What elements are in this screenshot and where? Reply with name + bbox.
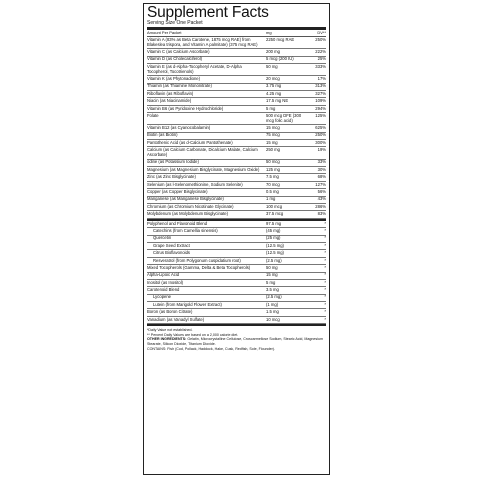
nutrient-name: Thiamin (as Thiamine Mononitrate) [147,83,212,89]
nutrient-row [147,113,326,125]
nutrient-name: Quercetin [153,235,172,241]
nutrient-amount: 5 mg [266,279,276,285]
nutrient-amount: 17.5 mg NE [266,98,289,104]
nutrient-amount: 4.25 mg [266,90,282,96]
nutrient-name: Citrus Bioflavonoids [153,250,191,256]
nutrient-dv: 333% [315,63,326,69]
nutrient-dv: 294% [315,105,326,111]
blend-row [147,273,326,280]
nutrient-row [147,211,326,218]
nutrient-row [147,37,326,49]
nutrient-name: Vitamin C (as Calcium Ascorbate) [147,48,210,54]
nutrient-name: Niacin (as Niacinamide) [147,98,192,104]
nutrient-amount: (2.5 mg) [266,294,282,300]
nutrient-name: Zinc (as Zinc Bisglycinate) [147,174,196,180]
footnote-daily-value: *Daily Value not established. [147,328,193,333]
nutrient-amount: (45 mg) [266,227,281,233]
nutrient-dv: 109% [315,98,326,104]
nutrient-dv: * [324,272,326,278]
nutrient-amount: (1 mg) [266,301,279,307]
nutrient-row [147,57,326,64]
supplement-facts-panel [143,3,330,475]
header-mg: mg [266,30,272,35]
nutrient-dv: * [324,220,326,226]
nutrient-row [147,98,326,105]
other-ingredients-label: OTHER INGREDIENTS: [147,337,187,342]
nutrient-name: Molybdenum (as Molybdenum Bisglycinate) [147,211,228,217]
blend-row [147,295,326,302]
nutrient-amount: 500 mcg DFE (300 mcg folic acid) [266,112,302,123]
blend-row [147,287,326,294]
nutrient-dv: * [324,294,326,300]
nutrient-amount: 5 mcg (200 IU) [266,56,294,62]
nutrient-dv: 127% [315,181,326,187]
header-amount-per-packet: Amount Per Packet [147,30,182,35]
nutrient-dv: * [324,309,326,315]
nutrient-name: Mixed Tocopherols (Gamma, Delta & Beta Tocopherols) [147,264,251,270]
nutrient-dv: * [324,264,326,270]
nutrient-amount: (12.5 mg) [266,250,284,256]
nutrient-name: Alpha-Lipoic Acid [147,272,180,278]
nutrient-name: Catechins (from Camellia sinensis) [153,227,218,233]
nutrient-amount: 10 mcg [266,316,280,322]
nutrient-row [147,133,326,140]
nutrient-name: Pantothenic Acid (as d-Calcium Pantothenate) [147,139,233,145]
nutrient-amount: 15 mcg [266,125,280,131]
nutrient-amount: 97.5 mg [266,220,282,226]
nutrient-dv: * [324,287,326,293]
vitamin-mineral-list [147,37,326,219]
blend-row [147,228,326,235]
nutrient-name: Manganese (as Manganese Bisglycinate) [147,196,224,202]
nutrient-amount: 3.75 mg [266,83,282,89]
nutrient-dv: * [324,257,326,263]
nutrient-row [147,197,326,204]
nutrient-name: Polyphenol and Flavonoid Blend [147,220,208,226]
nutrient-amount: (2.5 mg) [266,257,282,263]
nutrient-name: Grape Seed Extract [153,242,190,248]
nutrient-name: Lycopene [153,294,172,300]
nutrient-dv: 222% [315,48,326,54]
nutrient-amount: 15 mg [266,139,278,145]
contains-statement: CONTAINS: Fish (Cod, Pollack, Haddock, Hake, Cusk, Redfish, Sole, Flounder). [147,346,275,351]
nutrient-row [147,160,326,167]
nutrient-name: Calcium (as Calcium Carbonate, Dicalcium Malate, Calcium Ascorbate) [147,147,258,158]
nutrient-name: Folate [147,112,159,118]
nutrient-row [147,147,326,159]
nutrient-amount: 200 mg [266,48,280,54]
nutrient-dv: 83% [317,211,326,217]
nutrient-dv: 286% [315,203,326,209]
header-dv: DV** [317,30,326,35]
nutrient-name: Vitamin D (as Cholecalciferol) [147,56,203,62]
nutrient-amount: 5 mg [266,105,276,111]
nutrient-row [147,64,326,76]
panel-title: Supplement Facts [147,4,269,21]
nutrient-dv: * [324,316,326,322]
panel-footer [147,326,326,351]
nutrient-dv: 250% [315,36,326,42]
nutrient-dv: 313% [315,83,326,89]
nutrient-name: Vitamin A (83% as Beta Carotene, 1875 mcg RAE) from Blakeslea trispora, and Vitamin A palmitate) (375 mcg RAE) [147,36,258,47]
nutrient-dv: 68% [317,174,326,180]
nutrient-dv: 30% [317,166,326,172]
nutrient-name: Lutein (from Marigold Flower Extract) [153,301,222,307]
nutrient-name: Chromium (as Chromium Nicotinate Glycinate) [147,203,234,209]
nutrient-dv: * [324,301,326,307]
nutrient-dv: 19% [317,147,326,153]
nutrient-name: Selenium (as l-Selenomethionine, Sodium Selenite) [147,181,243,187]
nutrient-amount: 1 mg [266,196,276,202]
nutrient-name: Copper (as Copper Bisglycinate) [147,189,208,195]
nutrient-row [147,106,326,113]
blend-row [147,309,326,316]
nutrient-dv: 300% [315,139,326,145]
nutrient-row [147,84,326,91]
nutrient-dv: * [324,250,326,256]
nutrient-amount: 70 mcg [266,181,280,187]
nutrient-amount: 20 mcg [266,75,280,81]
nutrient-amount: 250 mg [266,147,280,153]
nutrient-name: Carotenoid Blend [147,287,180,293]
nutrient-dv: 327% [315,90,326,96]
nutrient-name: Magnesium (as Magnesium Bisglycinate, Magnesium Oxide) [147,166,260,172]
nutrient-dv: * [324,235,326,241]
serving-size: Serving Size One Packet [147,20,203,26]
other-ingredients-list [147,221,326,324]
other-ingredients-text: Gelatin, Microcrystalline Cellulose, Croscarmellose Sodium, Stearic Acid, Magnesium Stearate, Silicon Dioxide, Titanium Dioxide. [147,337,323,347]
nutrient-amount: 50 mg [266,63,278,69]
nutrient-amount: (12.5 mg) [266,242,284,248]
blend-row [147,317,326,324]
nutrient-dv: * [324,279,326,285]
nutrient-amount: 15 mg [266,272,278,278]
column-header [147,30,326,37]
nutrient-name: Inositol (as Inositol) [147,279,184,285]
nutrient-amount: 37.5 mcg [266,211,284,217]
nutrient-dv: * [324,227,326,233]
nutrient-amount: (25 mg) [266,235,281,241]
nutrient-amount: 1.5 mg [266,309,279,315]
nutrient-name: Riboflavin (as Riboflavin) [147,90,194,96]
footnote-percent-dv: ** Percent Daily Values are based on a 2,000 calorie diet. [147,332,239,337]
nutrient-name: Vitamin B6 (as Pyridoxine Hydrochloride) [147,105,224,111]
nutrient-amount: 0.5 mg [266,189,279,195]
nutrient-dv: * [324,242,326,248]
nutrient-amount: 3.5 mg [266,287,279,293]
nutrient-name: Resveratrol (from Polygonum cuspidatium root) [153,257,241,263]
nutrient-name: odine (as Potassium Iodide) [147,159,199,165]
nutrient-amount: 125 mg [266,166,280,172]
nutrient-dv: 33% [317,159,326,165]
nutrient-amount: 100 mcg [266,203,283,209]
nutrient-dv: 17% [317,75,326,81]
nutrient-dv: 250% [315,132,326,138]
nutrient-amount: 75 mcg [266,132,280,138]
other-ingredients [147,337,326,346]
nutrient-name: Boron (as Boron Citrate) [147,309,193,315]
nutrient-name: Vanadium (as Vanadyl Sulfate) [147,316,205,322]
nutrient-dv: 25% [317,56,326,62]
nutrient-name: Vitamin B12 (as Cyanocobalamin) [147,125,211,131]
nutrient-row [147,174,326,181]
nutrient-dv: 43% [317,196,326,202]
nutrient-dv: 125% [315,112,326,118]
nutrient-amount: 2250 mcg RAE [266,36,295,42]
nutrient-amount: 7.5 mg [266,174,279,180]
nutrient-dv: 625% [315,125,326,131]
blend-row [147,250,326,257]
nutrient-amount: 50 mcg [266,159,280,165]
nutrient-name: Vitamin K (as Phytonadione) [147,75,200,81]
nutrient-amount: 50 mg [266,264,278,270]
nutrient-name: Vitamin E (as d-Alpha-Tocopheryl Acetate, D-Alpha Tocopherol, Tocotrienols) [147,63,242,74]
nutrient-name: Biotin (as Biotin) [147,132,178,138]
blend-row [147,236,326,243]
nutrient-dv: 56% [317,189,326,195]
